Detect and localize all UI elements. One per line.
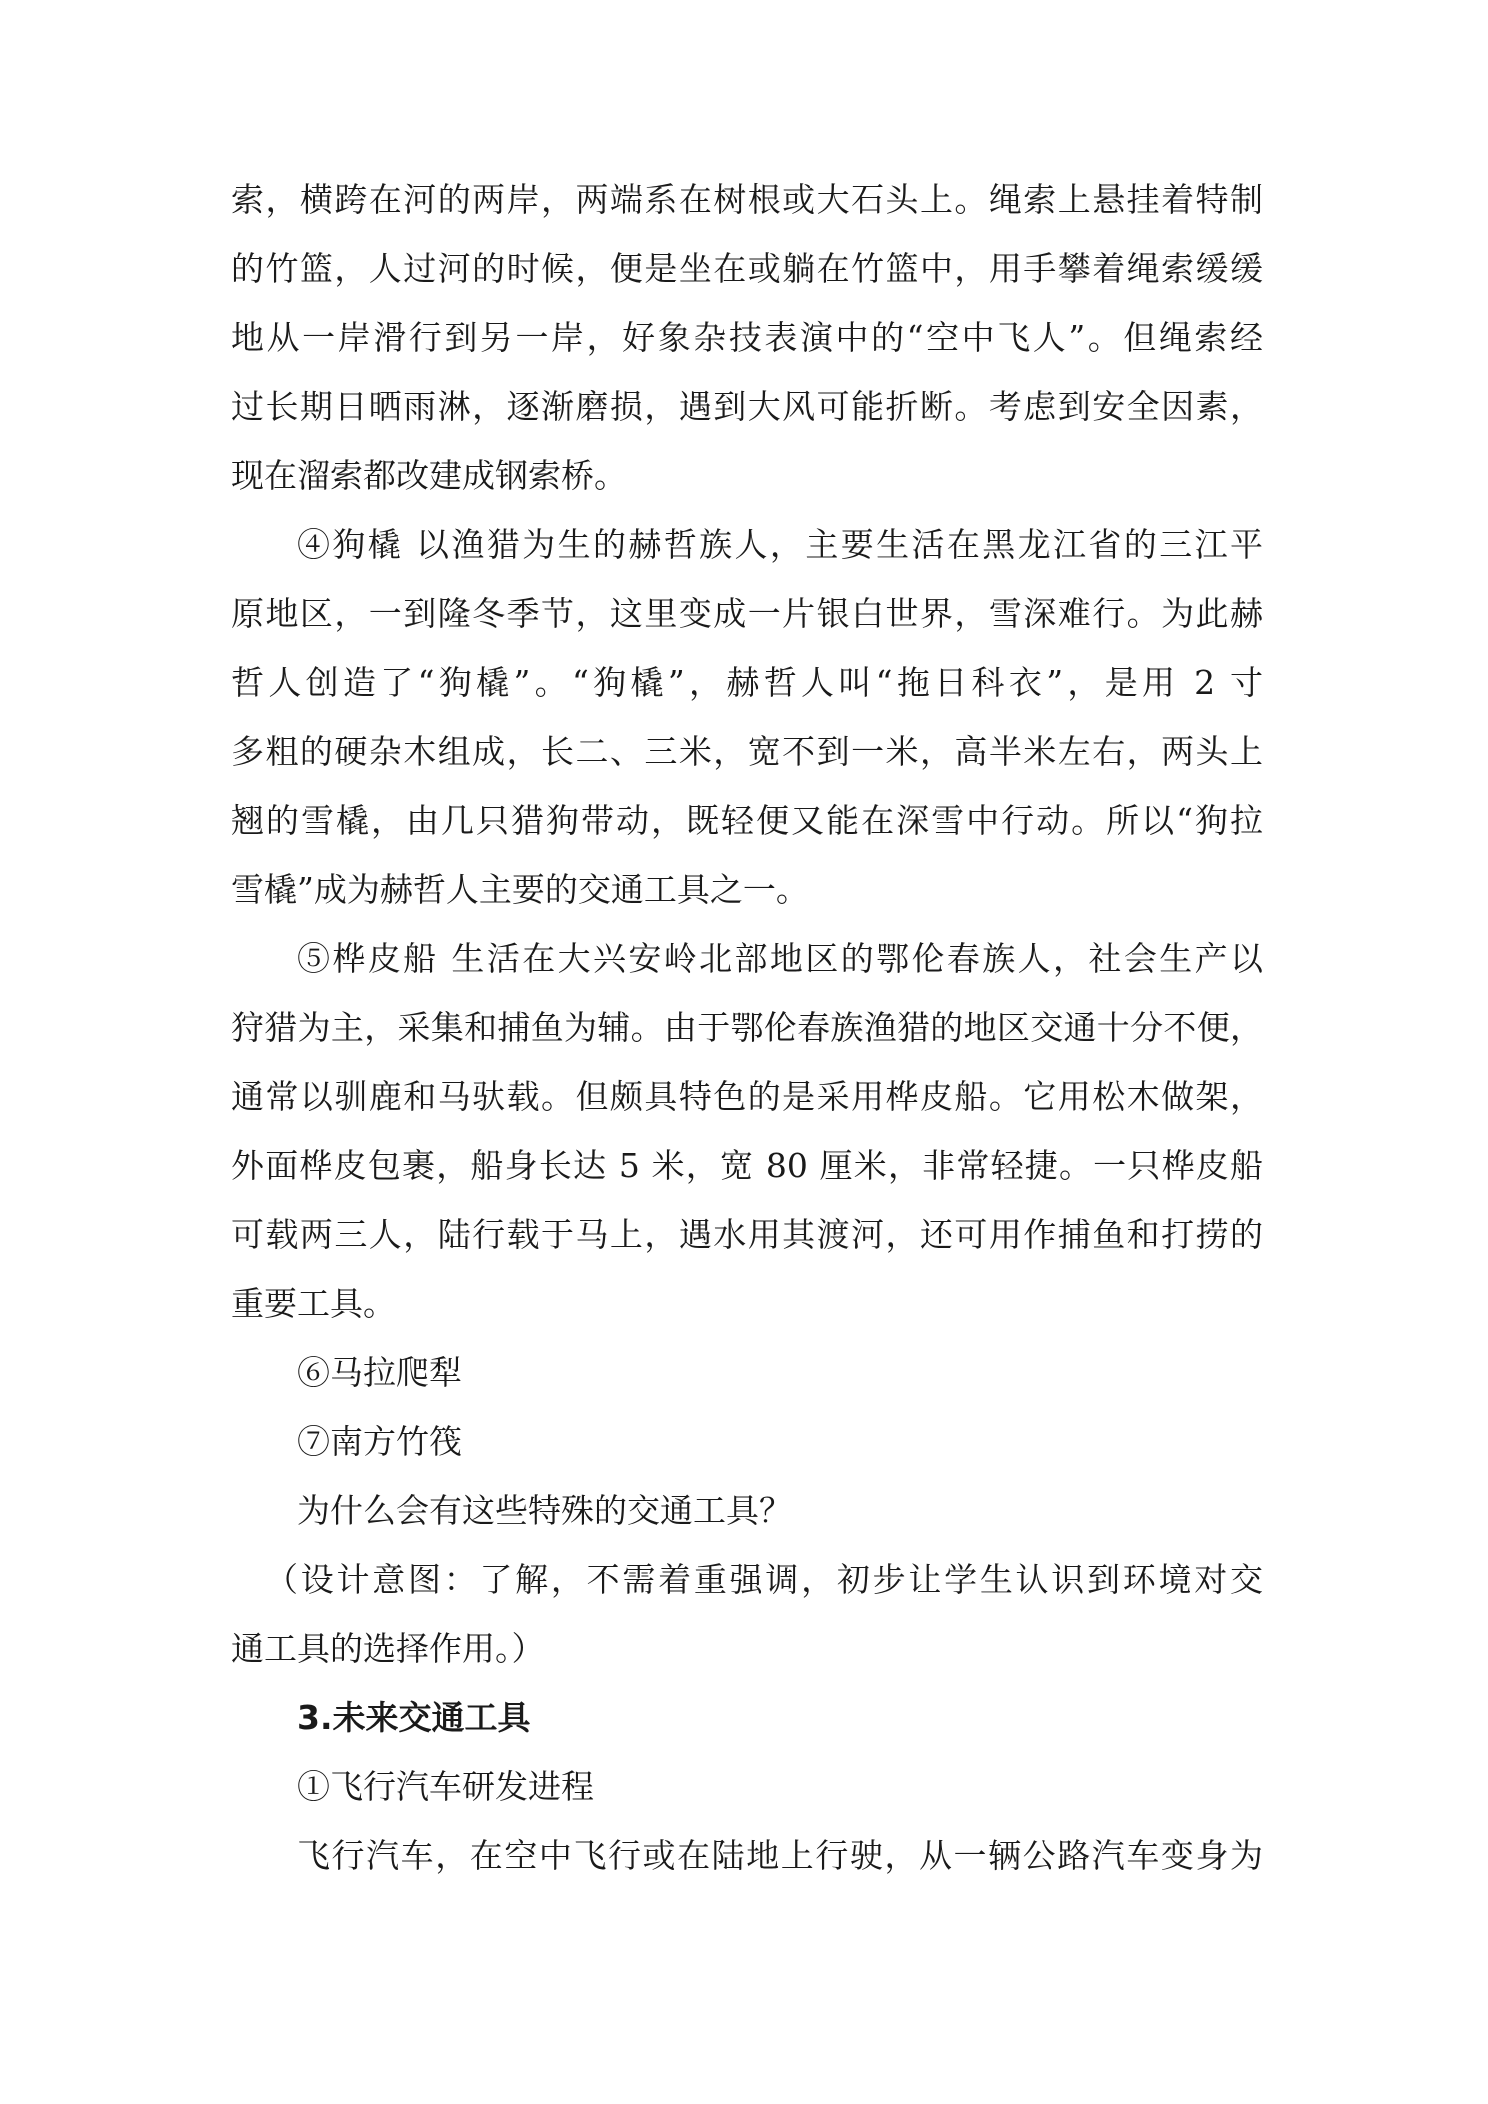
text-line: 地从一岸滑行到另一岸，好象杂技表演中的“空中飞人”。但绳索经 <box>231 318 1263 357</box>
text-line: 为什么会有这些特殊的交通工具？ <box>297 1491 792 1530</box>
text-line: 雪橇”成为赫哲人主要的交通工具之一。 <box>231 870 809 909</box>
text-line: 狩猎为主，采集和捕鱼为辅。由于鄂伦春族渔猎的地区交通十分不便， <box>231 1008 1263 1047</box>
text-line: 重要工具。 <box>231 1284 396 1323</box>
text-line: 现在溜索都改建成钢索桥。 <box>231 456 627 495</box>
text-line: ④狗橇 以渔猎为生的赫哲族人，主要生活在黑龙江省的三江平 <box>297 525 1263 564</box>
text-line: 过长期日晒雨淋，逐渐磨损，遇到大风可能折断。考虑到安全因素， <box>231 387 1263 426</box>
text-line: 的竹篮，人过河的时候，便是坐在或躺在竹篮中，用手攀着绳索缓缓 <box>231 249 1263 288</box>
text-line: 通工具的选择作用。） <box>231 1629 545 1668</box>
text-line: ①飞行汽车研发进程 <box>297 1767 594 1806</box>
text-line: 原地区，一到隆冬季节，这里变成一片银白世界，雪深难行。为此赫 <box>231 594 1263 633</box>
section-heading: 3.未来交通工具 <box>297 1698 531 1737</box>
text-line: ⑦南方竹筏 <box>297 1422 462 1461</box>
text-line: 通常以驯鹿和马驮载。但颇具特色的是采用桦皮船。它用松木做架， <box>231 1077 1263 1116</box>
text-line: 外面桦皮包裹，船身长达 5 米，宽 80 厘米，非常轻捷。一只桦皮船 <box>231 1146 1263 1185</box>
text-line: 多粗的硬杂木组成，长二、三米，宽不到一米，高半米左右，两头上 <box>231 732 1263 771</box>
text-line: ⑤桦皮船 生活在大兴安岭北部地区的鄂伦春族人，社会生产以 <box>297 939 1263 978</box>
text-line: 哲人创造了“狗橇”。“狗橇”，赫哲人叫“拖日科衣”，是用 2 寸 <box>231 663 1263 702</box>
text-line: （设计意图：了解，不需着重强调，初步让学生认识到环境对交 <box>265 1560 1263 1599</box>
text-line: 翘的雪橇，由几只猎狗带动，既轻便又能在深雪中行动。所以“狗拉 <box>231 801 1263 840</box>
text-line: 飞行汽车，在空中飞行或在陆地上行驶，从一辆公路汽车变身为 <box>297 1836 1263 1875</box>
text-line: 可载两三人，陆行载于马上，遇水用其渡河，还可用作捕鱼和打捞的 <box>231 1215 1263 1254</box>
text-line: ⑥马拉爬犁 <box>297 1353 462 1392</box>
text-line: 索，横跨在河的两岸，两端系在树根或大石头上。绳索上悬挂着特制 <box>231 180 1263 219</box>
